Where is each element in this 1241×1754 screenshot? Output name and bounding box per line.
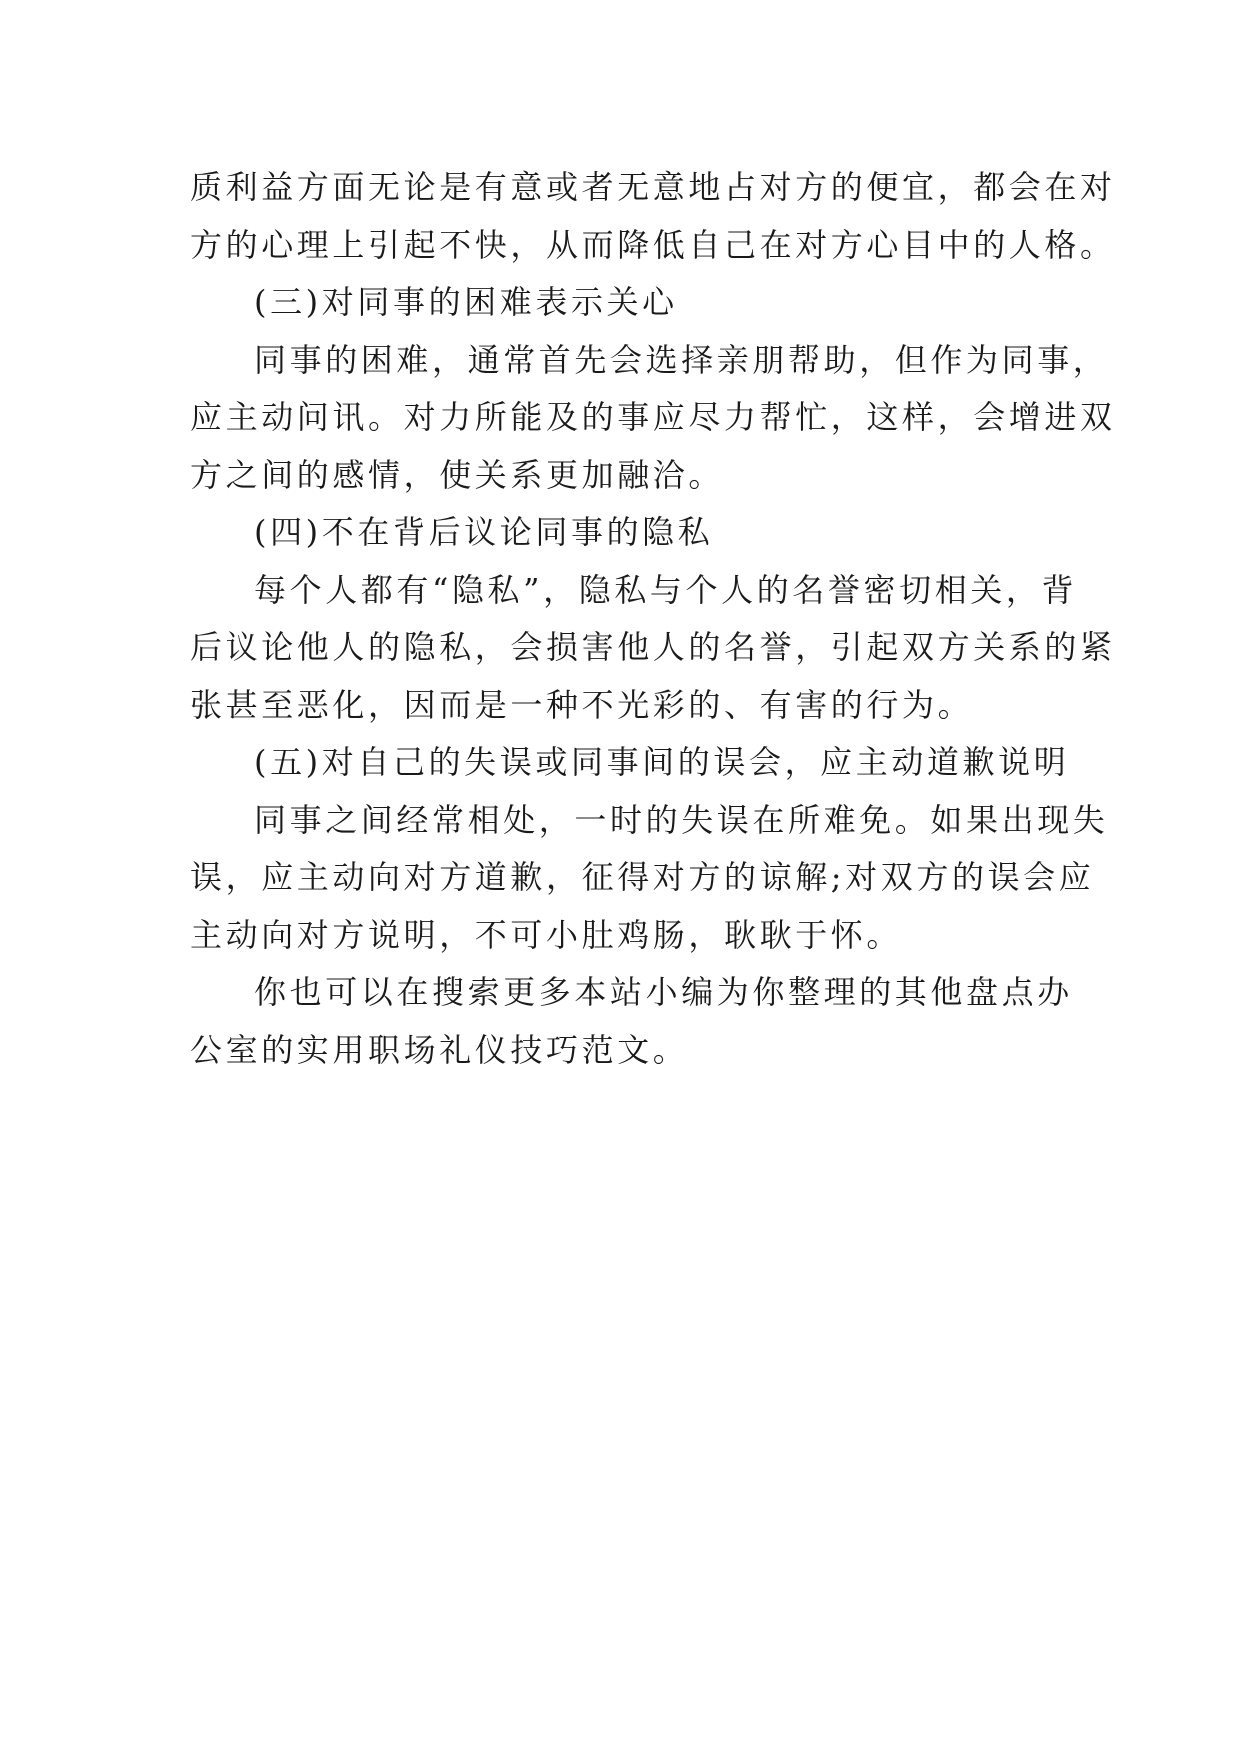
section-heading-5: (五)对自己的失误或同事间的误会，应主动道歉说明 <box>254 743 1070 781</box>
text-line-4: 同事的困难，通常首先会选择亲朋帮助，但作为同事， <box>254 340 1109 379</box>
text-line-13: 误，应主动向对方道歉，征得对方的谅解;对双方的误会应 <box>190 858 1095 896</box>
text-line-6: 方之间的感情，使关系更加融洽。 <box>190 455 725 494</box>
text-line-15: 你也可以在搜索更多本站小编为你整理的其他盘点办 <box>254 973 1073 1011</box>
text-line-5: 应主动问讯。对力所能及的事应尽力帮忙，这样，会增进双 <box>190 398 1116 436</box>
section-heading-3: (三)对同事的困难表示关心 <box>254 283 678 321</box>
text-line-2: 方的心理上引起不快，从而降低自己在对方心目中的人格。 <box>190 225 1116 264</box>
section-heading-4: (四)不在背后议论同事的隐私 <box>254 513 714 551</box>
text-line-14: 主动向对方说明，不可小肚鸡肠，耿耿于怀。 <box>190 915 903 954</box>
text-line-9: 后议论他人的隐私，会损害他人的名誉，引起双方关系的紧 <box>190 628 1116 666</box>
text-line-1: 质利益方面无论是有意或者无意地占对方的便宜，都会在对 <box>190 168 1116 206</box>
text-line-10: 张甚至恶化，因而是一种不光彩的、有害的行为。 <box>190 685 974 724</box>
text-line-16: 公室的实用职场礼仪技巧范文。 <box>190 1030 689 1069</box>
document-body <box>190 159 1116 1079</box>
text-line-12: 同事之间经常相处，一时的失误在所难免。如果出现失 <box>254 800 1109 839</box>
text-line-8: 每个人都有“隐私”，隐私与个人的名誉密切相关，背 <box>254 570 1078 609</box>
